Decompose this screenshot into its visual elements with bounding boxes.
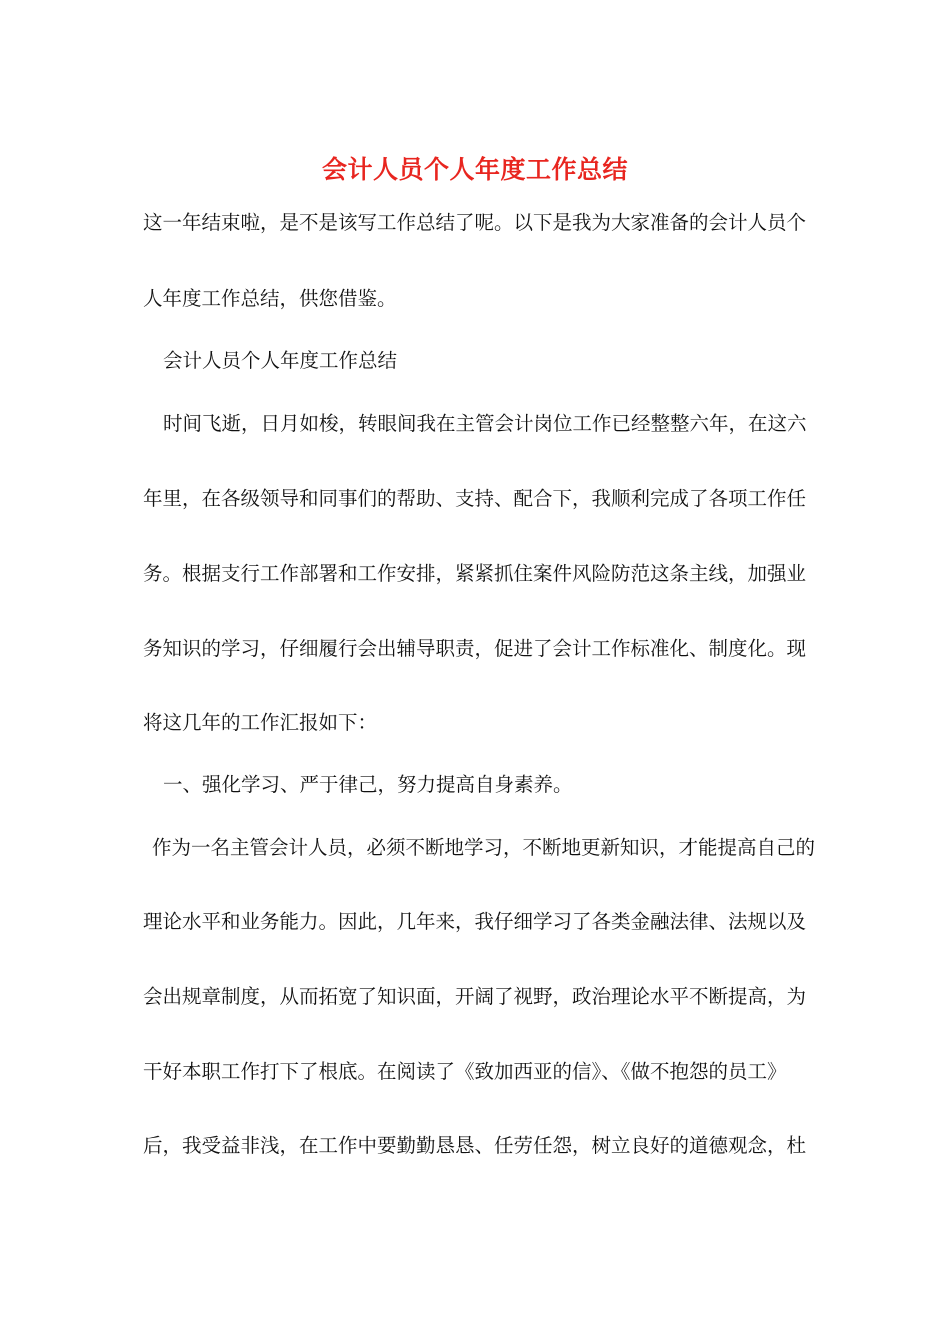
paragraph-line: 年里，在各级领导和同事们的帮助、支持、配合下，我顺利完成了各项工作任 bbox=[143, 487, 807, 510]
paragraph-line: 这一年结束啦，是不是该写工作总结了呢。以下是我为大家准备的会计人员个 bbox=[143, 211, 807, 234]
document-title: 会计人员个人年度工作总结 bbox=[321, 155, 628, 184]
paragraph-line: 务。根据支行工作部署和工作安排，紧紧抓住案件风险防范这条主线，加强业 bbox=[143, 562, 807, 585]
section-heading: 一、强化学习、严于律己，努力提高自身素养。 bbox=[163, 773, 573, 796]
paragraph-line: 作为一名主管会计人员，必须不断地学习，不断地更新知识，才能提高自己的 bbox=[152, 836, 816, 859]
paragraph-line: 理论水平和业务能力。因此，几年来，我仔细学习了各类金融法律、法规以及 bbox=[143, 910, 807, 933]
paragraph-line: 时间飞逝，日月如梭，转眼间我在主管会计岗位工作已经整整六年，在这六 bbox=[163, 412, 807, 435]
paragraph-line: 将这几年的工作汇报如下： bbox=[143, 711, 378, 734]
paragraph-line: 会出规章制度，从而拓宽了知识面，开阔了视野，政治理论水平不断提高，为 bbox=[143, 985, 807, 1008]
section-heading: 会计人员个人年度工作总结 bbox=[163, 349, 398, 372]
paragraph-line: 后，我受益非浅，在工作中要勤勤恳恳、任劳任怨，树立良好的道德观念，杜 bbox=[143, 1134, 807, 1157]
paragraph-line: 务知识的学习，仔细履行会出辅导职责，促进了会计工作标准化、制度化。现 bbox=[143, 637, 807, 660]
paragraph-line: 人年度工作总结，供您借鉴。 bbox=[143, 287, 397, 310]
paragraph-line: 干好本职工作打下了根底。在阅读了《致加西亚的信》、《做不抱怨的员工》 bbox=[143, 1060, 787, 1083]
